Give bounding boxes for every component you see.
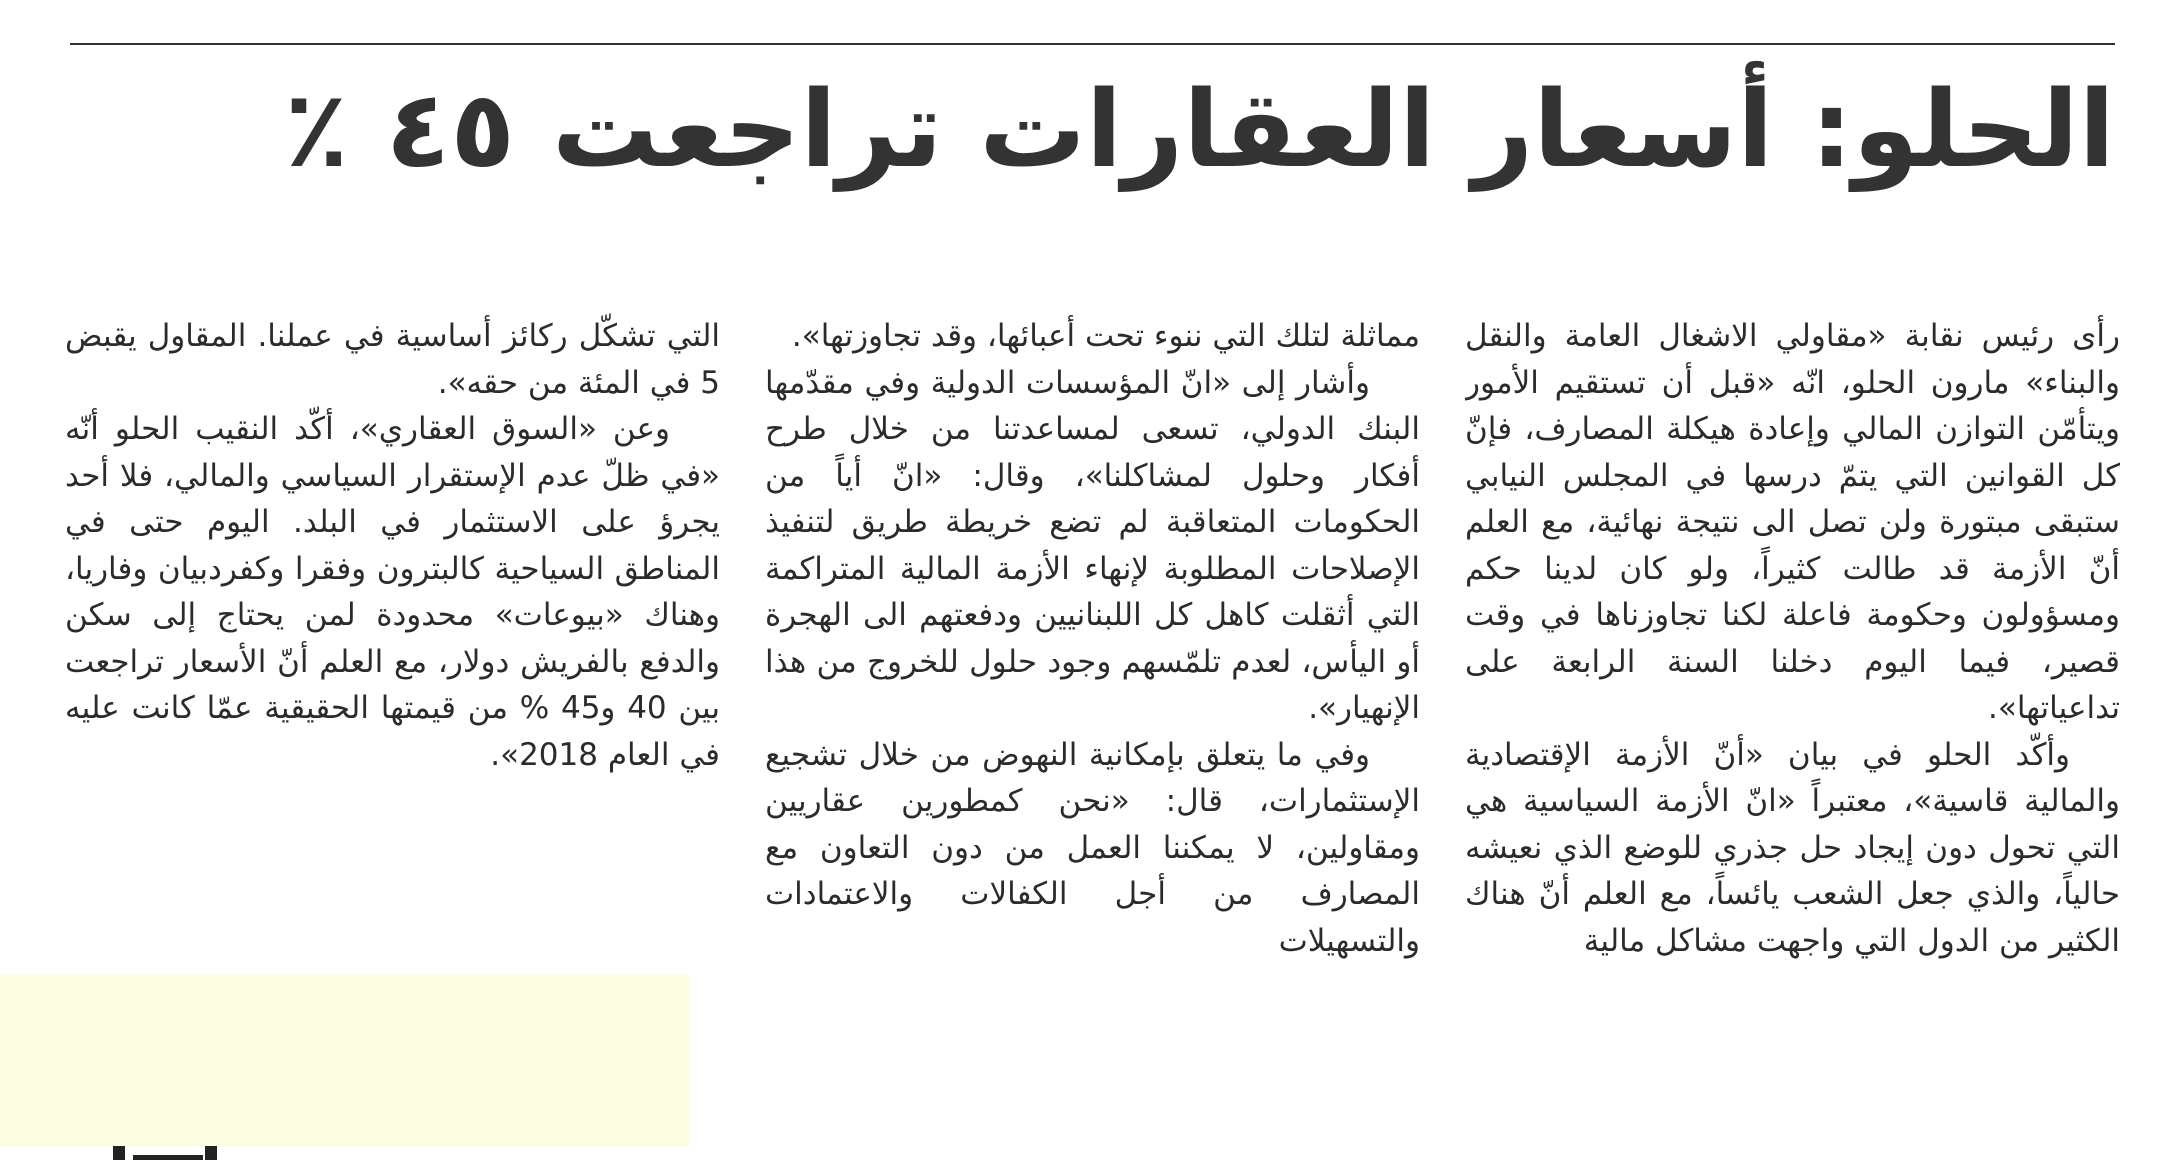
next-article-glyph-fragment [105, 1146, 225, 1160]
paragraph-4: وفي ما يتعلق بإمكانية النهوض من خلال تشجيع الإستثمارات، قال: «نحن كمطورين عقاريين ومقاولين، لا يمكننا العمل من دون التعاون مع المصارف من أجل الكفالات والاعتمادات والتسهيلات [765, 736, 1420, 959]
article-column-middle [765, 313, 1420, 1143]
paragraph-5: وعن «السوق العقاري»، أكّد النقيب الحلو أنّه «في ظلّ عدم الإستقرار السياسي والمالي، فلا أحد يجرؤ على الاستثمار في البلد. اليوم حتى في المناطق السياحية كالبترون وفقرا وكفردبيان وفاريا، وهناك «بيوعات» محدودة لمن يحتاج إلى سكن والدفع بالفريش دولار، مع العلم أنّ الأسعار تراجعت بين 40 و45 % من قيمتها الحقيقية عمّا كانت عليه في العام 2018». [65, 411, 720, 773]
paragraph-4-continued: التي تشكّل ركائز أساسية في عملنا. المقاول يقبض 5 في المئة من حقه». [65, 318, 720, 401]
paragraph-3: وأشار إلى «انّ المؤسسات الدولية وفي مقدّمها البنك الدولي، تسعى لمساعدتنا من خلال طرح أفكار وحلول لمشاكلنا»، وقال: «انّ أياً من الحكومات المتعاقبة لم تضع خريطة طريق لتنفيذ الإصلاحات المطلوبة لإنهاء الأزمة المالية المتراكمة التي أثقلت كاهل كل اللبنانيين ودفعتهم الى الهجرة أو اليأس، لعدم تلمّسهم وجود حلول للخروج من هذا الإنهيار». [765, 364, 1420, 726]
advertisement-block [0, 975, 690, 1147]
paragraph-2: وأكّد الحلو في بيان «أنّ الأزمة الإقتصادية والمالية قاسية»، معتبراً «انّ الأزمة السياسية هي التي تحول دون إيجاد حل جذري للوضع الذي نعيشه حالياً، والذي جعل الشعب يائساً، مع العلم أنّ هناك الكثير من الدول التي واجهت مشاكل مالية [1465, 736, 2120, 959]
top-rule [70, 43, 2115, 45]
paragraph-2-continued: مماثلة لتلك التي ننوء تحت أعبائها، وقد تجاوزتها». [791, 318, 1420, 354]
paragraph-1: رأى رئيس نقابة «مقاولي الاشغال العامة والنقل والبناء» مارون الحلو، انّه «قبل أن تستقيم الأمور ويتأمّن التوازن المالي وإعادة هيكلة المصارف، فإنّ كل القوانين التي يتمّ درسها في المجلس النيابي ستبقى مبتورة ولن تصل الى نتيجة نهائية، مع العلم أنّ الأزمة قد طالت كثيراً، ولو كان لدينا حكم ومسؤولون وحكومة فاعلة لكنا تجاوزناها في وقت قصير، فيما اليوم دخلنا السنة الرابعة على تداعياتها». [1465, 318, 2120, 726]
article-column-right [1465, 313, 2120, 1143]
headline: الحلو: أسعار العقارات تراجعت ٤٥ ٪ [284, 68, 2115, 191]
